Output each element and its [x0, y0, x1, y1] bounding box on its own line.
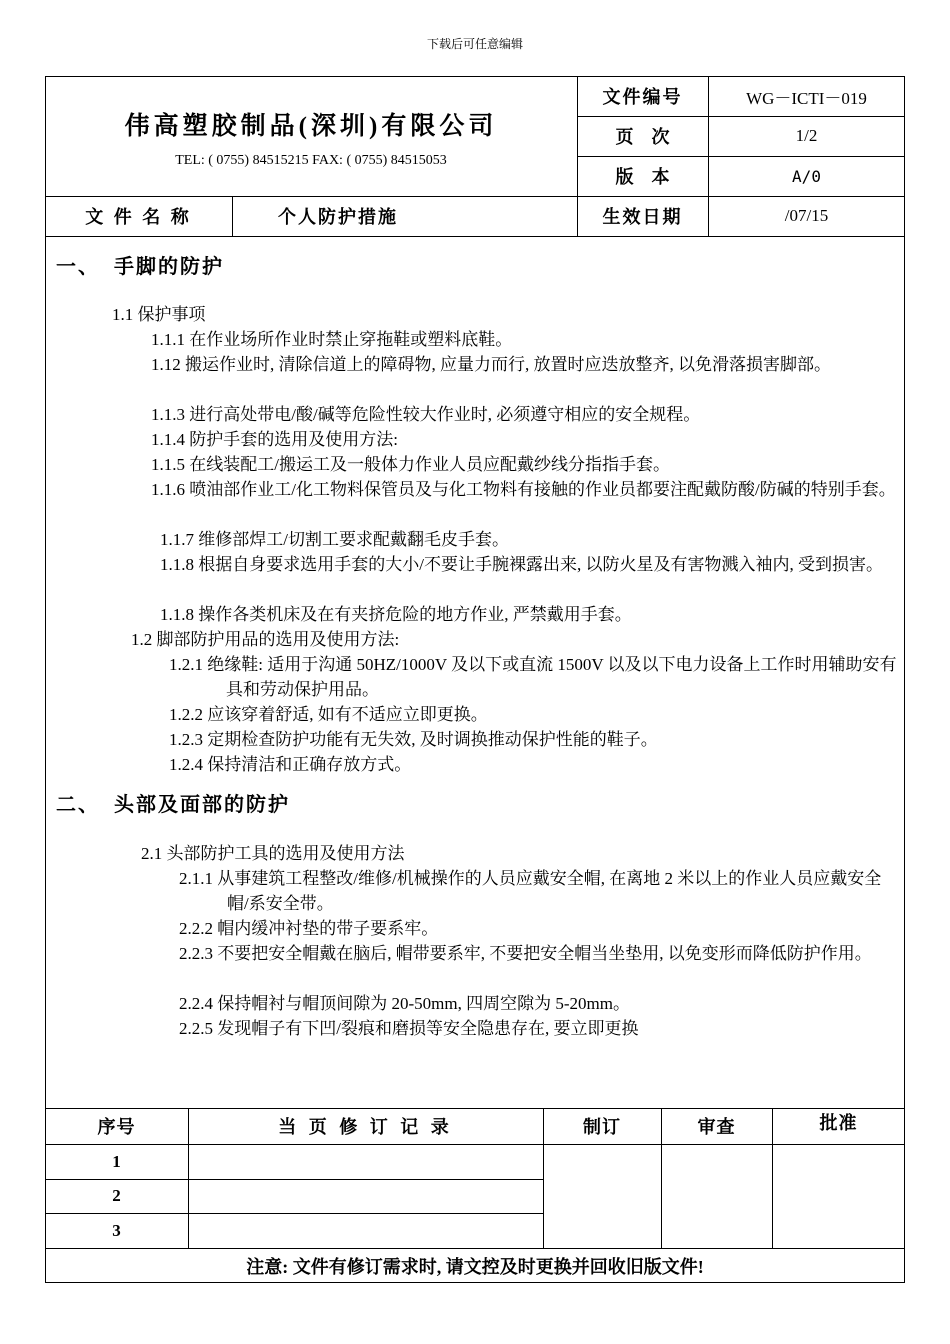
- list-item: 2.2.2 帽内缓冲衬垫的带子要系牢。: [179, 919, 439, 938]
- list-item: [151, 477, 899, 502]
- list-item: 1.2 脚部防护用品的选用及使用方法:: [131, 630, 400, 649]
- section-heading: [56, 250, 224, 279]
- company-name: 伟高塑胶制品(深圳)有限公司: [124, 113, 498, 140]
- list-item: 1.1.5 在线装配工/搬运工及一般体力作业人员应配戴纱线分指指手套。: [151, 455, 670, 474]
- section-heading: [56, 788, 290, 817]
- list-item: [169, 652, 899, 702]
- list-item-text: 1.1.8 根据自身要求选用手套的大小/不要让手腕裸露出来, 以防火星及有害物溅入袖内, 受到损害。: [160, 555, 883, 574]
- version-label: 版 本: [615, 167, 670, 187]
- effective-date-label: 生效日期: [602, 207, 683, 227]
- list-item: 2.1 头部防护工具的选用及使用方法: [141, 844, 405, 863]
- list-item: 2.2.5 发现帽子有下凹/裂痕和磨损等安全隐患存在, 要立即更换: [179, 1019, 639, 1038]
- contact-cell: [45, 148, 577, 174]
- rev-header-draft: 制订: [583, 1117, 621, 1137]
- rev-header-record: 当 页 修 订 记 录: [278, 1117, 453, 1137]
- section-number: 一、: [56, 256, 100, 278]
- rev-row-number: 1: [112, 1151, 121, 1171]
- list-item: [160, 552, 899, 577]
- section-title: 手脚的防护: [114, 256, 224, 278]
- list-item-text: 2.2.3 不要把安全帽戴在脑后, 帽带要系牢, 不要把安全帽当坐垫用, 以免变形而降低防护作用。: [179, 944, 872, 963]
- list-item: 1.2.2 应该穿着舒适, 如有不适应立即更换。: [169, 705, 488, 724]
- grid-line: [45, 236, 905, 237]
- doc-no-label: 文件编号: [602, 87, 683, 107]
- list-item: 1.1.1 在作业场所作业时禁止穿拖鞋或塑料底鞋。: [151, 330, 513, 349]
- top-note: 下载后可任意编辑: [426, 37, 523, 51]
- list-item-text: 1.2.1 绝缘鞋: 适用于沟通 50HZ/1000V 及以下或直流 1500V 以及以下电力设备上工作时用辅助安有具和劳动保护用品。: [169, 655, 897, 699]
- contact-info: TEL: ( 0755) 84515215 FAX: ( 0755) 84515053: [175, 153, 447, 168]
- list-item: 1.2.4 保持清洁和正确存放方式。: [169, 755, 412, 774]
- rev-row-number: 2: [112, 1186, 121, 1205]
- effective-date-value: /07/15: [784, 206, 829, 225]
- list-item: [151, 352, 899, 377]
- list-item: 1.1.3 进行高处带电/酸/碱等危险性较大作业时, 必须遵守相应的安全规程。: [151, 405, 701, 424]
- list-item: 1.1.8 操作各类机床及在有夹挤危险的地方作业, 严禁戴用手套。: [160, 605, 632, 624]
- list-item: 1.1.4 防护手套的选用及使用方法:: [151, 430, 398, 449]
- rev-row-number: 3: [112, 1220, 121, 1240]
- version-value: A/0: [792, 166, 821, 186]
- page-value: 1/2: [795, 126, 818, 145]
- list-item-text: 1.1.6 喷油部作业工/化工物料保管员及与化工物料有接触的作业员都要注配戴防酸/防碱的特别手套。: [151, 480, 896, 499]
- list-item: 1.2.3 定期检查防护功能有无失效, 及时调换推动保护性能的鞋子。: [169, 730, 658, 749]
- list-item-text: 1.12 搬运作业时, 清除信道上的障碍物, 应量力而行, 放置时应迭放整齐, 以免滑落损害脚部。: [151, 355, 831, 374]
- section-number: 二、: [56, 794, 100, 816]
- list-item-text: 2.1.1 从事建筑工程整改/维修/机械操作的人员应戴安全帽, 在离地 2 米以上的作业人员应戴安全帽/系安全带。: [179, 869, 882, 913]
- company-name-cell: [45, 102, 577, 146]
- rev-header-no: 序号: [97, 1117, 136, 1137]
- revision-notice: 注意: 文件有修订需求时, 请文控及时更换并回收旧版文件!: [246, 1256, 704, 1277]
- list-item: [179, 866, 899, 916]
- rev-header-review: 审查: [697, 1117, 736, 1137]
- section-title: 头部及面部的防护: [114, 794, 290, 816]
- list-item: 1.1.7 维修部焊工/切割工要求配戴翻毛皮手套。: [160, 530, 509, 549]
- doc-name-label: 文 件 名 称: [85, 207, 192, 227]
- list-item: 1.1 保护事项: [112, 305, 206, 324]
- list-item: [179, 941, 899, 966]
- list-item: 2.2.4 保持帽衬与帽顶间隙为 20-50mm, 四周空隙为 5-20mm。: [179, 994, 630, 1013]
- doc-name-value: [232, 196, 577, 236]
- page-label: 页 次: [615, 127, 670, 147]
- rev-header-approve: 批准: [819, 1113, 858, 1133]
- doc-name-text: 个人防护措施: [278, 207, 398, 227]
- doc-no-value: WG－ICTI－019: [746, 88, 867, 108]
